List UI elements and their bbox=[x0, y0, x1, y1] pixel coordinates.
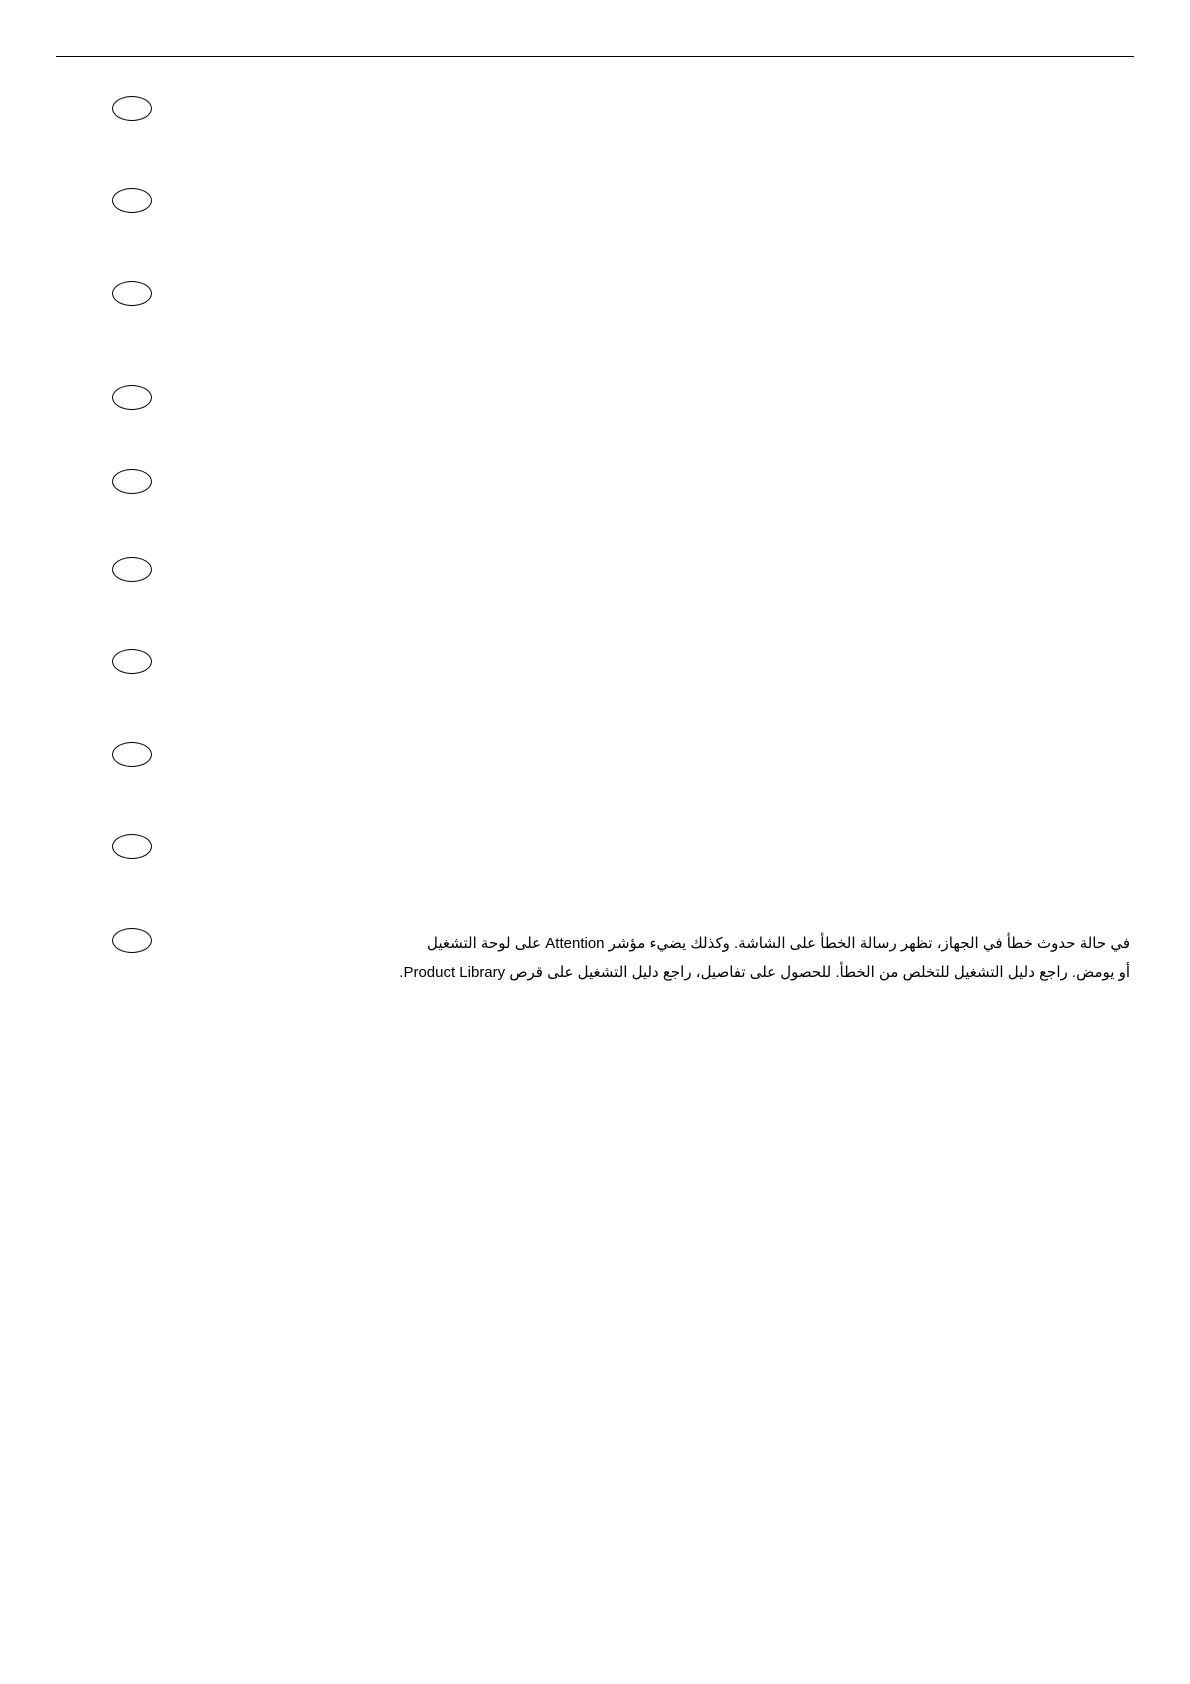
header-rule bbox=[56, 56, 1134, 57]
error-info-paragraph bbox=[370, 929, 1130, 987]
section-marker-circle bbox=[112, 557, 152, 582]
paragraph-line: في حالة حدوث خطأ في الجهاز، تظهر رسالة الخطأ على الشاشة. وكذلك يضيء مؤشر Attention على لوحة التشغيل bbox=[426, 935, 1130, 952]
section-marker-circle bbox=[112, 469, 152, 494]
section-marker-circle bbox=[112, 96, 152, 121]
section-marker-circle bbox=[112, 834, 152, 859]
section-marker-circle bbox=[112, 742, 152, 767]
section-marker-circle bbox=[112, 188, 152, 213]
section-marker-circle bbox=[112, 385, 152, 410]
paragraph-line: أو يومض. راجع دليل التشغيل للتخلص من الخطأ. للحصول على تفاصيل، راجع دليل التشغيل على قرص Product Library. bbox=[399, 964, 1130, 981]
section-marker-circle bbox=[112, 649, 152, 674]
section-marker-circle bbox=[112, 928, 152, 953]
section-marker-circle bbox=[112, 281, 152, 306]
